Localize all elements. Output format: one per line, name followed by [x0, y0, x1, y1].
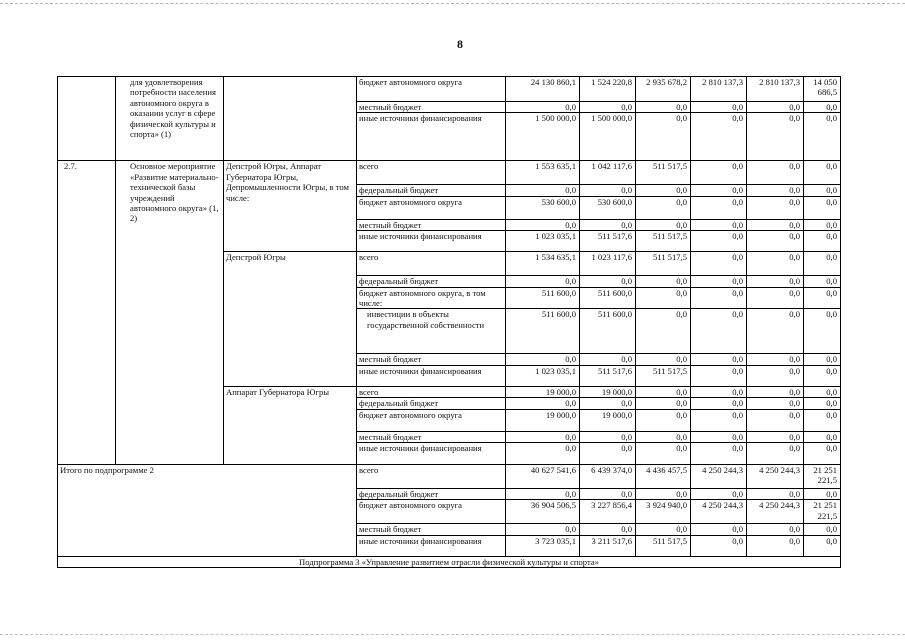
- total-cell: 40 627 541,6: [506, 465, 580, 489]
- top-scan-line: [0, 3, 905, 4]
- source-cell: всего: [357, 252, 506, 276]
- year-value-cell: 0,0: [636, 386, 691, 397]
- year-value-cell: 14 050 686,5: [804, 77, 841, 102]
- source-cell: бюджет автономного округа: [357, 409, 506, 431]
- year-value-cell: 0,0: [747, 276, 804, 287]
- year-value-cell: 1 023 117,6: [580, 252, 636, 276]
- year-value-cell: 0,0: [804, 443, 841, 465]
- year-value-cell: 2 810 137,3: [747, 77, 804, 102]
- total-cell: 0,0: [506, 524, 580, 535]
- year-value-cell: 0,0: [747, 365, 804, 386]
- year-value-cell: 21 251 221,5: [804, 500, 841, 524]
- year-value-cell: 0,0: [636, 431, 691, 442]
- total-cell: 511 600,0: [506, 309, 580, 354]
- total-cell: 1 023 035,1: [506, 365, 580, 386]
- year-value-cell: 511 517,5: [636, 252, 691, 276]
- source-cell: федеральный бюджет: [357, 489, 506, 500]
- year-value-cell: 511 600,0: [580, 309, 636, 354]
- year-value-cell: 0,0: [804, 231, 841, 252]
- year-value-cell: 0,0: [580, 489, 636, 500]
- source-cell: бюджет автономного округа: [357, 500, 506, 524]
- total-cell: 1 023 035,1: [506, 231, 580, 252]
- source-cell: всего: [357, 386, 506, 397]
- year-value-cell: 0,0: [580, 102, 636, 113]
- year-value-cell: 511 517,5: [636, 231, 691, 252]
- row-number-cell: [58, 77, 116, 161]
- row-number-cell: 2.7.: [58, 161, 116, 465]
- year-value-cell: 0,0: [691, 102, 747, 113]
- total-cell: 19 000,0: [506, 409, 580, 431]
- year-value-cell: 0,0: [580, 354, 636, 365]
- year-value-cell: 511 600,0: [580, 287, 636, 309]
- event-description-cell: для удовлетворения потребности населения автономного округа в оказании услуг в сфере физической культуры и спорта» (1): [116, 77, 224, 161]
- source-cell: федеральный бюджет: [357, 398, 506, 409]
- year-value-cell: 0,0: [636, 489, 691, 500]
- source-cell: всего: [357, 161, 506, 185]
- year-value-cell: 0,0: [636, 185, 691, 196]
- year-value-cell: 0,0: [691, 398, 747, 409]
- table-row: [58, 161, 841, 185]
- total-cell: 0,0: [506, 489, 580, 500]
- source-cell: иные источники финансирования: [357, 231, 506, 252]
- year-value-cell: 0,0: [580, 524, 636, 535]
- year-value-cell: 4 250 244,3: [747, 465, 804, 489]
- total-cell: 0,0: [506, 276, 580, 287]
- total-cell: 24 130 860,1: [506, 77, 580, 102]
- year-value-cell: 0,0: [691, 161, 747, 185]
- year-value-cell: 0,0: [691, 535, 747, 556]
- year-value-cell: 19 000,0: [580, 386, 636, 397]
- total-cell: 1 500 000,0: [506, 113, 580, 161]
- total-cell: 1 553 635,1: [506, 161, 580, 185]
- year-value-cell: 0,0: [580, 219, 636, 230]
- year-value-cell: 0,0: [691, 113, 747, 161]
- year-value-cell: 0,0: [747, 231, 804, 252]
- year-value-cell: 1 500 000,0: [580, 113, 636, 161]
- total-cell: 0,0: [506, 219, 580, 230]
- year-value-cell: 0,0: [747, 354, 804, 365]
- source-cell: местный бюджет: [357, 354, 506, 365]
- year-value-cell: 0,0: [747, 489, 804, 500]
- total-cell: 3 723 035,1: [506, 535, 580, 556]
- year-value-cell: 0,0: [636, 398, 691, 409]
- year-value-cell: 511 517,6: [580, 231, 636, 252]
- year-value-cell: 0,0: [804, 185, 841, 196]
- year-value-cell: 0,0: [580, 443, 636, 465]
- year-value-cell: 19 000,0: [580, 409, 636, 431]
- year-value-cell: 0,0: [691, 276, 747, 287]
- table-row: [58, 465, 841, 489]
- year-value-cell: 0,0: [691, 219, 747, 230]
- year-value-cell: 0,0: [691, 196, 747, 219]
- source-cell: местный бюджет: [357, 431, 506, 442]
- year-value-cell: 4 250 244,3: [747, 500, 804, 524]
- year-value-cell: 0,0: [691, 287, 747, 309]
- year-value-cell: 0,0: [747, 431, 804, 442]
- year-value-cell: 0,0: [636, 524, 691, 535]
- year-value-cell: 0,0: [804, 365, 841, 386]
- year-value-cell: 0,0: [691, 252, 747, 276]
- year-value-cell: 0,0: [804, 535, 841, 556]
- subtotal-label-cell: Итого по подпрограмме 2: [58, 465, 357, 557]
- table-row: [58, 556, 841, 567]
- year-value-cell: 1 042 117,6: [580, 161, 636, 185]
- year-value-cell: 0,0: [804, 252, 841, 276]
- total-cell: 0,0: [506, 354, 580, 365]
- bottom-scan-line: [0, 634, 905, 635]
- total-cell: 0,0: [506, 102, 580, 113]
- year-value-cell: 0,0: [747, 252, 804, 276]
- year-value-cell: 0,0: [804, 409, 841, 431]
- source-cell: иные источники финансирования: [357, 535, 506, 556]
- year-value-cell: 511 517,5: [636, 161, 691, 185]
- year-value-cell: 0,0: [747, 185, 804, 196]
- financing-table: [57, 76, 841, 568]
- year-value-cell: 0,0: [691, 431, 747, 442]
- year-value-cell: 4 250 244,3: [691, 500, 747, 524]
- year-value-cell: 0,0: [691, 443, 747, 465]
- year-value-cell: 4 436 457,5: [636, 465, 691, 489]
- subprogram-3-title-cell: Подпрограмма 3 «Управление развитием отрасли физической культуры и спорта»: [58, 556, 841, 567]
- year-value-cell: 0,0: [804, 386, 841, 397]
- year-value-cell: 3 227 856,4: [580, 500, 636, 524]
- total-cell: 0,0: [506, 398, 580, 409]
- year-value-cell: 0,0: [636, 219, 691, 230]
- year-value-cell: 0,0: [747, 196, 804, 219]
- year-value-cell: 0,0: [636, 196, 691, 219]
- year-value-cell: 0,0: [804, 102, 841, 113]
- year-value-cell: 0,0: [691, 185, 747, 196]
- source-cell: бюджет автономного округа: [357, 196, 506, 219]
- source-cell: местный бюджет: [357, 219, 506, 230]
- year-value-cell: 0,0: [747, 443, 804, 465]
- responsible-cell: Аппарат Губернатора Югры: [224, 386, 357, 464]
- year-value-cell: 511 517,5: [636, 535, 691, 556]
- year-value-cell: 0,0: [747, 287, 804, 309]
- source-cell: иные источники финансирования: [357, 113, 506, 161]
- year-value-cell: 0,0: [691, 354, 747, 365]
- year-value-cell: 0,0: [747, 524, 804, 535]
- source-cell: инвестиции в объекты государственной собственности: [357, 309, 506, 354]
- year-value-cell: 0,0: [691, 386, 747, 397]
- year-value-cell: 3 211 517,6: [580, 535, 636, 556]
- year-value-cell: 0,0: [804, 431, 841, 442]
- year-value-cell: 21 251 221,5: [804, 465, 841, 489]
- year-value-cell: 0,0: [580, 276, 636, 287]
- year-value-cell: 4 250 244,3: [691, 465, 747, 489]
- year-value-cell: 0,0: [804, 219, 841, 230]
- total-cell: 0,0: [506, 185, 580, 196]
- year-value-cell: 0,0: [804, 196, 841, 219]
- year-value-cell: 511 517,6: [580, 365, 636, 386]
- year-value-cell: 0,0: [804, 309, 841, 354]
- year-value-cell: 0,0: [636, 409, 691, 431]
- year-value-cell: 0,0: [747, 386, 804, 397]
- year-value-cell: 0,0: [804, 161, 841, 185]
- year-value-cell: 0,0: [804, 489, 841, 500]
- year-value-cell: 0,0: [636, 287, 691, 309]
- total-cell: 1 534 635,1: [506, 252, 580, 276]
- responsible-cell: Депстрой Югры: [224, 252, 357, 387]
- total-cell: 511 600,0: [506, 287, 580, 309]
- year-value-cell: 0,0: [580, 431, 636, 442]
- source-cell: иные источники финансирования: [357, 443, 506, 465]
- source-cell: бюджет автономного округа, в том числе:: [357, 287, 506, 309]
- year-value-cell: 0,0: [804, 276, 841, 287]
- year-value-cell: 0,0: [636, 102, 691, 113]
- source-cell: бюджет автономного округа: [357, 77, 506, 102]
- total-cell: 0,0: [506, 443, 580, 465]
- year-value-cell: 0,0: [747, 113, 804, 161]
- year-value-cell: 0,0: [691, 409, 747, 431]
- responsible-cell: Депстрой Югры, Аппарат Губернатора Югры, Депромышленности Югры, в том числе:: [224, 161, 357, 252]
- year-value-cell: 0,0: [747, 309, 804, 354]
- year-value-cell: 0,0: [747, 409, 804, 431]
- year-value-cell: 2 935 678,2: [636, 77, 691, 102]
- year-value-cell: 0,0: [691, 489, 747, 500]
- responsible-cell: [224, 77, 357, 161]
- event-description-cell: Основное мероприятие «Развитие материально-технической базы учреждений автономного округа» (1, 2): [116, 161, 224, 465]
- source-cell: федеральный бюджет: [357, 276, 506, 287]
- year-value-cell: 0,0: [636, 443, 691, 465]
- year-value-cell: 0,0: [804, 398, 841, 409]
- year-value-cell: 0,0: [691, 309, 747, 354]
- year-value-cell: 0,0: [804, 354, 841, 365]
- year-value-cell: 0,0: [636, 309, 691, 354]
- year-value-cell: 0,0: [804, 524, 841, 535]
- year-value-cell: 0,0: [691, 524, 747, 535]
- year-value-cell: 0,0: [804, 287, 841, 309]
- year-value-cell: 2 810 137,3: [691, 77, 747, 102]
- year-value-cell: 0,0: [636, 113, 691, 161]
- source-cell: местный бюджет: [357, 524, 506, 535]
- year-value-cell: 3 924 940,0: [636, 500, 691, 524]
- source-cell: местный бюджет: [357, 102, 506, 113]
- year-value-cell: 0,0: [636, 354, 691, 365]
- year-value-cell: 0,0: [580, 185, 636, 196]
- year-value-cell: 0,0: [691, 231, 747, 252]
- source-cell: всего: [357, 465, 506, 489]
- year-value-cell: 0,0: [747, 219, 804, 230]
- table-row: [58, 77, 841, 102]
- year-value-cell: 0,0: [804, 113, 841, 161]
- year-value-cell: 530 600,0: [580, 196, 636, 219]
- year-value-cell: 1 524 220,8: [580, 77, 636, 102]
- year-value-cell: 0,0: [747, 535, 804, 556]
- year-value-cell: 0,0: [747, 161, 804, 185]
- year-value-cell: 511 517,5: [636, 365, 691, 386]
- year-value-cell: 0,0: [580, 398, 636, 409]
- year-value-cell: 0,0: [747, 398, 804, 409]
- total-cell: 36 904 506,5: [506, 500, 580, 524]
- total-cell: 530 600,0: [506, 196, 580, 219]
- total-cell: 0,0: [506, 431, 580, 442]
- source-cell: федеральный бюджет: [357, 185, 506, 196]
- year-value-cell: 0,0: [691, 365, 747, 386]
- total-cell: 19 000,0: [506, 386, 580, 397]
- page-number: 8: [457, 37, 463, 51]
- year-value-cell: 0,0: [636, 276, 691, 287]
- year-value-cell: 0,0: [747, 102, 804, 113]
- year-value-cell: 6 439 374,0: [580, 465, 636, 489]
- source-cell: иные источники финансирования: [357, 365, 506, 386]
